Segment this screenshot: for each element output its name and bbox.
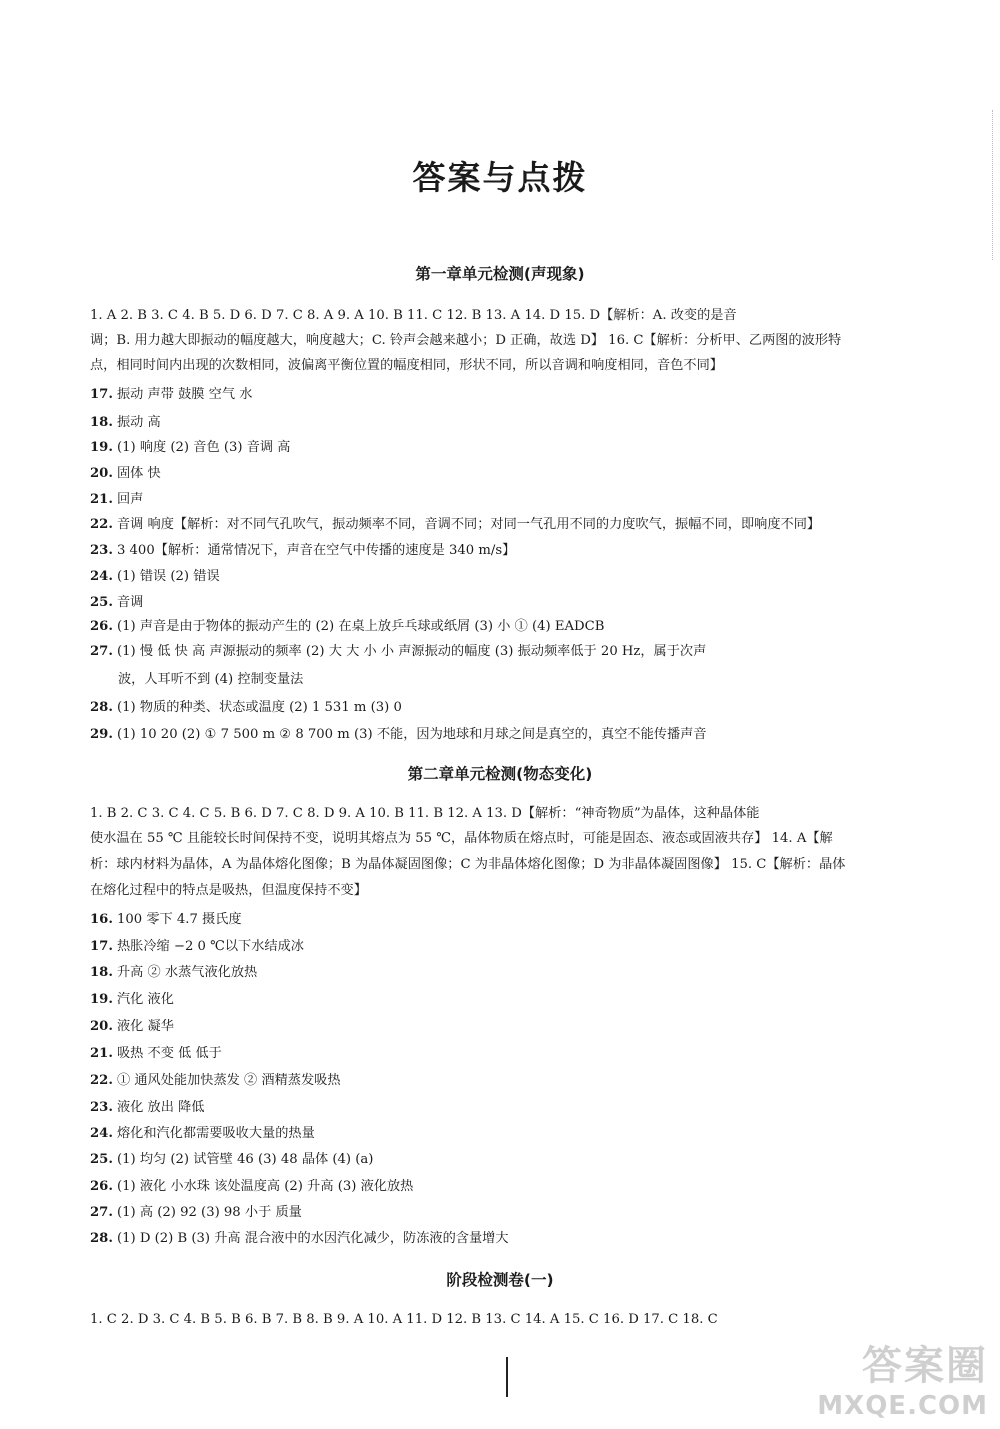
answer-number: 17. <box>90 387 113 402</box>
answer-number: 27. <box>90 1205 113 1220</box>
answer-number: 25. <box>90 1152 113 1167</box>
answer-text: 汽化 液化 <box>116 992 174 1007</box>
answer-number: 29. <box>90 727 113 742</box>
answer-item <box>90 438 965 458</box>
answer-item <box>90 725 965 745</box>
answer-item <box>90 937 965 957</box>
answer-item <box>90 1098 965 1118</box>
answer-item <box>90 1124 965 1144</box>
answer-number: 16. <box>90 912 113 927</box>
answer-item <box>90 490 965 510</box>
answer-text: 固体 快 <box>116 466 161 481</box>
answer-number: 19. <box>90 992 113 1007</box>
section2-answer-line-2: 使水温在 55 ℃ 且能较长时间保持不变，说明其熔点为 55 ℃，晶体物质在熔点时，可能是固态、液态或固液共存】 14. A【解 <box>90 831 833 846</box>
answer-number: 17. <box>90 939 113 954</box>
page-title: 答案与点拨 <box>412 158 588 197</box>
answer-number: 24. <box>90 1126 113 1141</box>
watermark-logo <box>817 1334 988 1421</box>
answer-text: 波，人耳听不到 (4) 控制变量法 <box>118 672 304 687</box>
answer-text: 升高 ② 水蒸气液化放热 <box>116 965 258 980</box>
answer-number: 18. <box>90 415 113 430</box>
answer-item <box>90 642 965 662</box>
answer-number: 24. <box>90 569 113 584</box>
answer-text: (1) 慢 低 快 高 声源振动的频率 (2) 大 大 小 小 声源振动的幅度 (3) 振动频率低于 20 Hz，属于次声 <box>116 644 707 659</box>
answer-number: 23. <box>90 543 113 558</box>
answer-number: 22. <box>90 517 113 532</box>
watermark-cn: 答案圈 <box>862 1343 988 1389</box>
center-divider <box>506 1357 508 1397</box>
answer-item <box>90 1203 965 1223</box>
answer-text: 100 零下 4.7 摄氏度 <box>116 912 242 927</box>
answer-number: 26. <box>90 1179 113 1194</box>
answer-item <box>90 1150 965 1170</box>
answer-text: (1) 10 20 (2) ① 7 500 m ② 8 700 m (3) 不能，因为地球和月球之间是真空的，真空不能传播声音 <box>116 727 707 742</box>
answer-item <box>90 990 965 1010</box>
answer-text: (1) 均匀 (2) 试管壁 46 (3) 48 晶体 (4) (a) <box>116 1152 374 1167</box>
answer-item <box>90 698 965 718</box>
section3-answer-line-1: 1. C 2. D 3. C 4. B 5. B 6. B 7. B 8. B 9. A 10. A 11. D 12. B 13. C 14. A 15. C 16. D 17. C 18. C <box>90 1312 718 1327</box>
answer-text: 音调 <box>116 595 144 610</box>
answer-text: 振动 高 <box>116 415 161 430</box>
answer-number: 25. <box>90 595 113 610</box>
answer-text: 热胀冷缩 −2 0 ℃以下水结成冰 <box>116 939 304 954</box>
watermark-en: MXQE.COM <box>817 1391 988 1421</box>
answer-text: 音调 响度【解析：对不同气孔吹气，振动频率不同，音调不同；对同一气孔用不同的力度吹气，振幅不同，即响度不同】 <box>116 517 821 532</box>
answer-text: 3 400【解析：通常情况下，声音在空气中传播的速度是 340 m/s】 <box>116 543 516 558</box>
section-title-3: 阶段检测卷(一) <box>446 1271 554 1289</box>
section2-answer-line-3: 析：球内材料为晶体，A 为晶体熔化图像；B 为晶体凝固图像；C 为非晶体熔化图像；D 为非晶体凝固图像】 15. C【解析：晶体 <box>90 857 846 872</box>
answer-text: 吸热 不变 低 低于 <box>116 1046 222 1061</box>
answer-text: (1) 声音是由于物体的振动产生的 (2) 在桌上放乒乓球或纸屑 (3) 小 ① (4) EADCB <box>116 619 605 634</box>
answer-text: 液化 放出 降低 <box>116 1100 205 1115</box>
answer-item <box>90 413 965 433</box>
section1-answer-line-2: 调；B. 用力越大即振动的幅度越大，响度越大；C. 铃声会越来越小；D 正确，故选 D】 16. C【解析：分析甲、乙两图的波形特 <box>90 333 842 348</box>
answer-text: (1) D (2) B (3) 升高 混合液中的水因汽化减少，防冻液的含量增大 <box>116 1231 509 1246</box>
section2-answer-line-4: 在熔化过程中的特点是吸热，但温度保持不变】 <box>90 883 367 898</box>
answer-item <box>90 464 965 484</box>
answer-text: 回声 <box>116 492 144 507</box>
answer-item <box>90 1044 965 1064</box>
answer-text: ① 通风处能加快蒸发 ② 酒精蒸发吸热 <box>116 1073 341 1088</box>
answer-number: 18. <box>90 965 113 980</box>
answer-number: 28. <box>90 1231 113 1246</box>
answer-item <box>90 1071 965 1091</box>
answer-text: (1) 液化 小水珠 该处温度高 (2) 升高 (3) 液化放热 <box>116 1179 414 1194</box>
answer-number: 28. <box>90 700 113 715</box>
section1-answer-line-3: 点，相同时间内出现的次数相同，波偏离平衡位置的幅度相同，形状不同，所以音调和响度相同，音色不同】 <box>90 358 723 373</box>
answer-item <box>90 617 965 637</box>
answer-number: 21. <box>90 1046 113 1061</box>
section1-answer-line-1: 1. A 2. B 3. C 4. B 5. D 6. D 7. C 8. A 9. A 10. B 11. C 12. B 13. A 14. D 15. D【解析：A. 改变的是音 <box>90 308 737 323</box>
answer-item <box>90 593 965 613</box>
answer-text: 熔化和汽化都需要吸收大量的热量 <box>116 1126 315 1141</box>
section-title-2: 第二章单元检测(物态变化) <box>407 765 593 783</box>
answer-text: (1) 响度 (2) 音色 (3) 音调 高 <box>116 440 291 455</box>
answer-item <box>90 515 965 535</box>
answer-number: 21. <box>90 492 113 507</box>
margin-dots <box>992 110 994 260</box>
answer-item <box>90 567 965 587</box>
answer-item <box>90 910 965 930</box>
section2-answer-line-1: 1. B 2. C 3. C 4. C 5. B 6. D 7. C 8. D 9. A 10. B 11. B 12. A 13. D【解析：“神奇物质”为晶体，这种晶体能 <box>90 806 760 821</box>
answer-text: 液化 凝华 <box>116 1019 174 1034</box>
answer-number: 20. <box>90 466 113 481</box>
answer-number: 19. <box>90 440 113 455</box>
answer-item-continued <box>118 670 965 690</box>
answer-item <box>90 963 965 983</box>
answer-item <box>90 1177 965 1197</box>
answer-text: 振动 声带 鼓膜 空气 水 <box>116 387 253 402</box>
section-title-1: 第一章单元检测(声现象) <box>415 265 585 283</box>
answer-item <box>90 541 965 561</box>
answer-number: 23. <box>90 1100 113 1115</box>
answer-text: (1) 高 (2) 92 (3) 98 小于 质量 <box>116 1205 302 1220</box>
answer-item <box>90 385 965 405</box>
answer-number: 26. <box>90 619 113 634</box>
answer-text: (1) 物质的种类、状态或温度 (2) 1 531 m (3) 0 <box>116 700 402 715</box>
answer-item <box>90 1017 965 1037</box>
answer-number: 22. <box>90 1073 113 1088</box>
answer-number: 20. <box>90 1019 113 1034</box>
answer-number: 27. <box>90 644 113 659</box>
answer-text: (1) 错误 (2) 错误 <box>116 569 220 584</box>
answer-item <box>90 1229 965 1249</box>
